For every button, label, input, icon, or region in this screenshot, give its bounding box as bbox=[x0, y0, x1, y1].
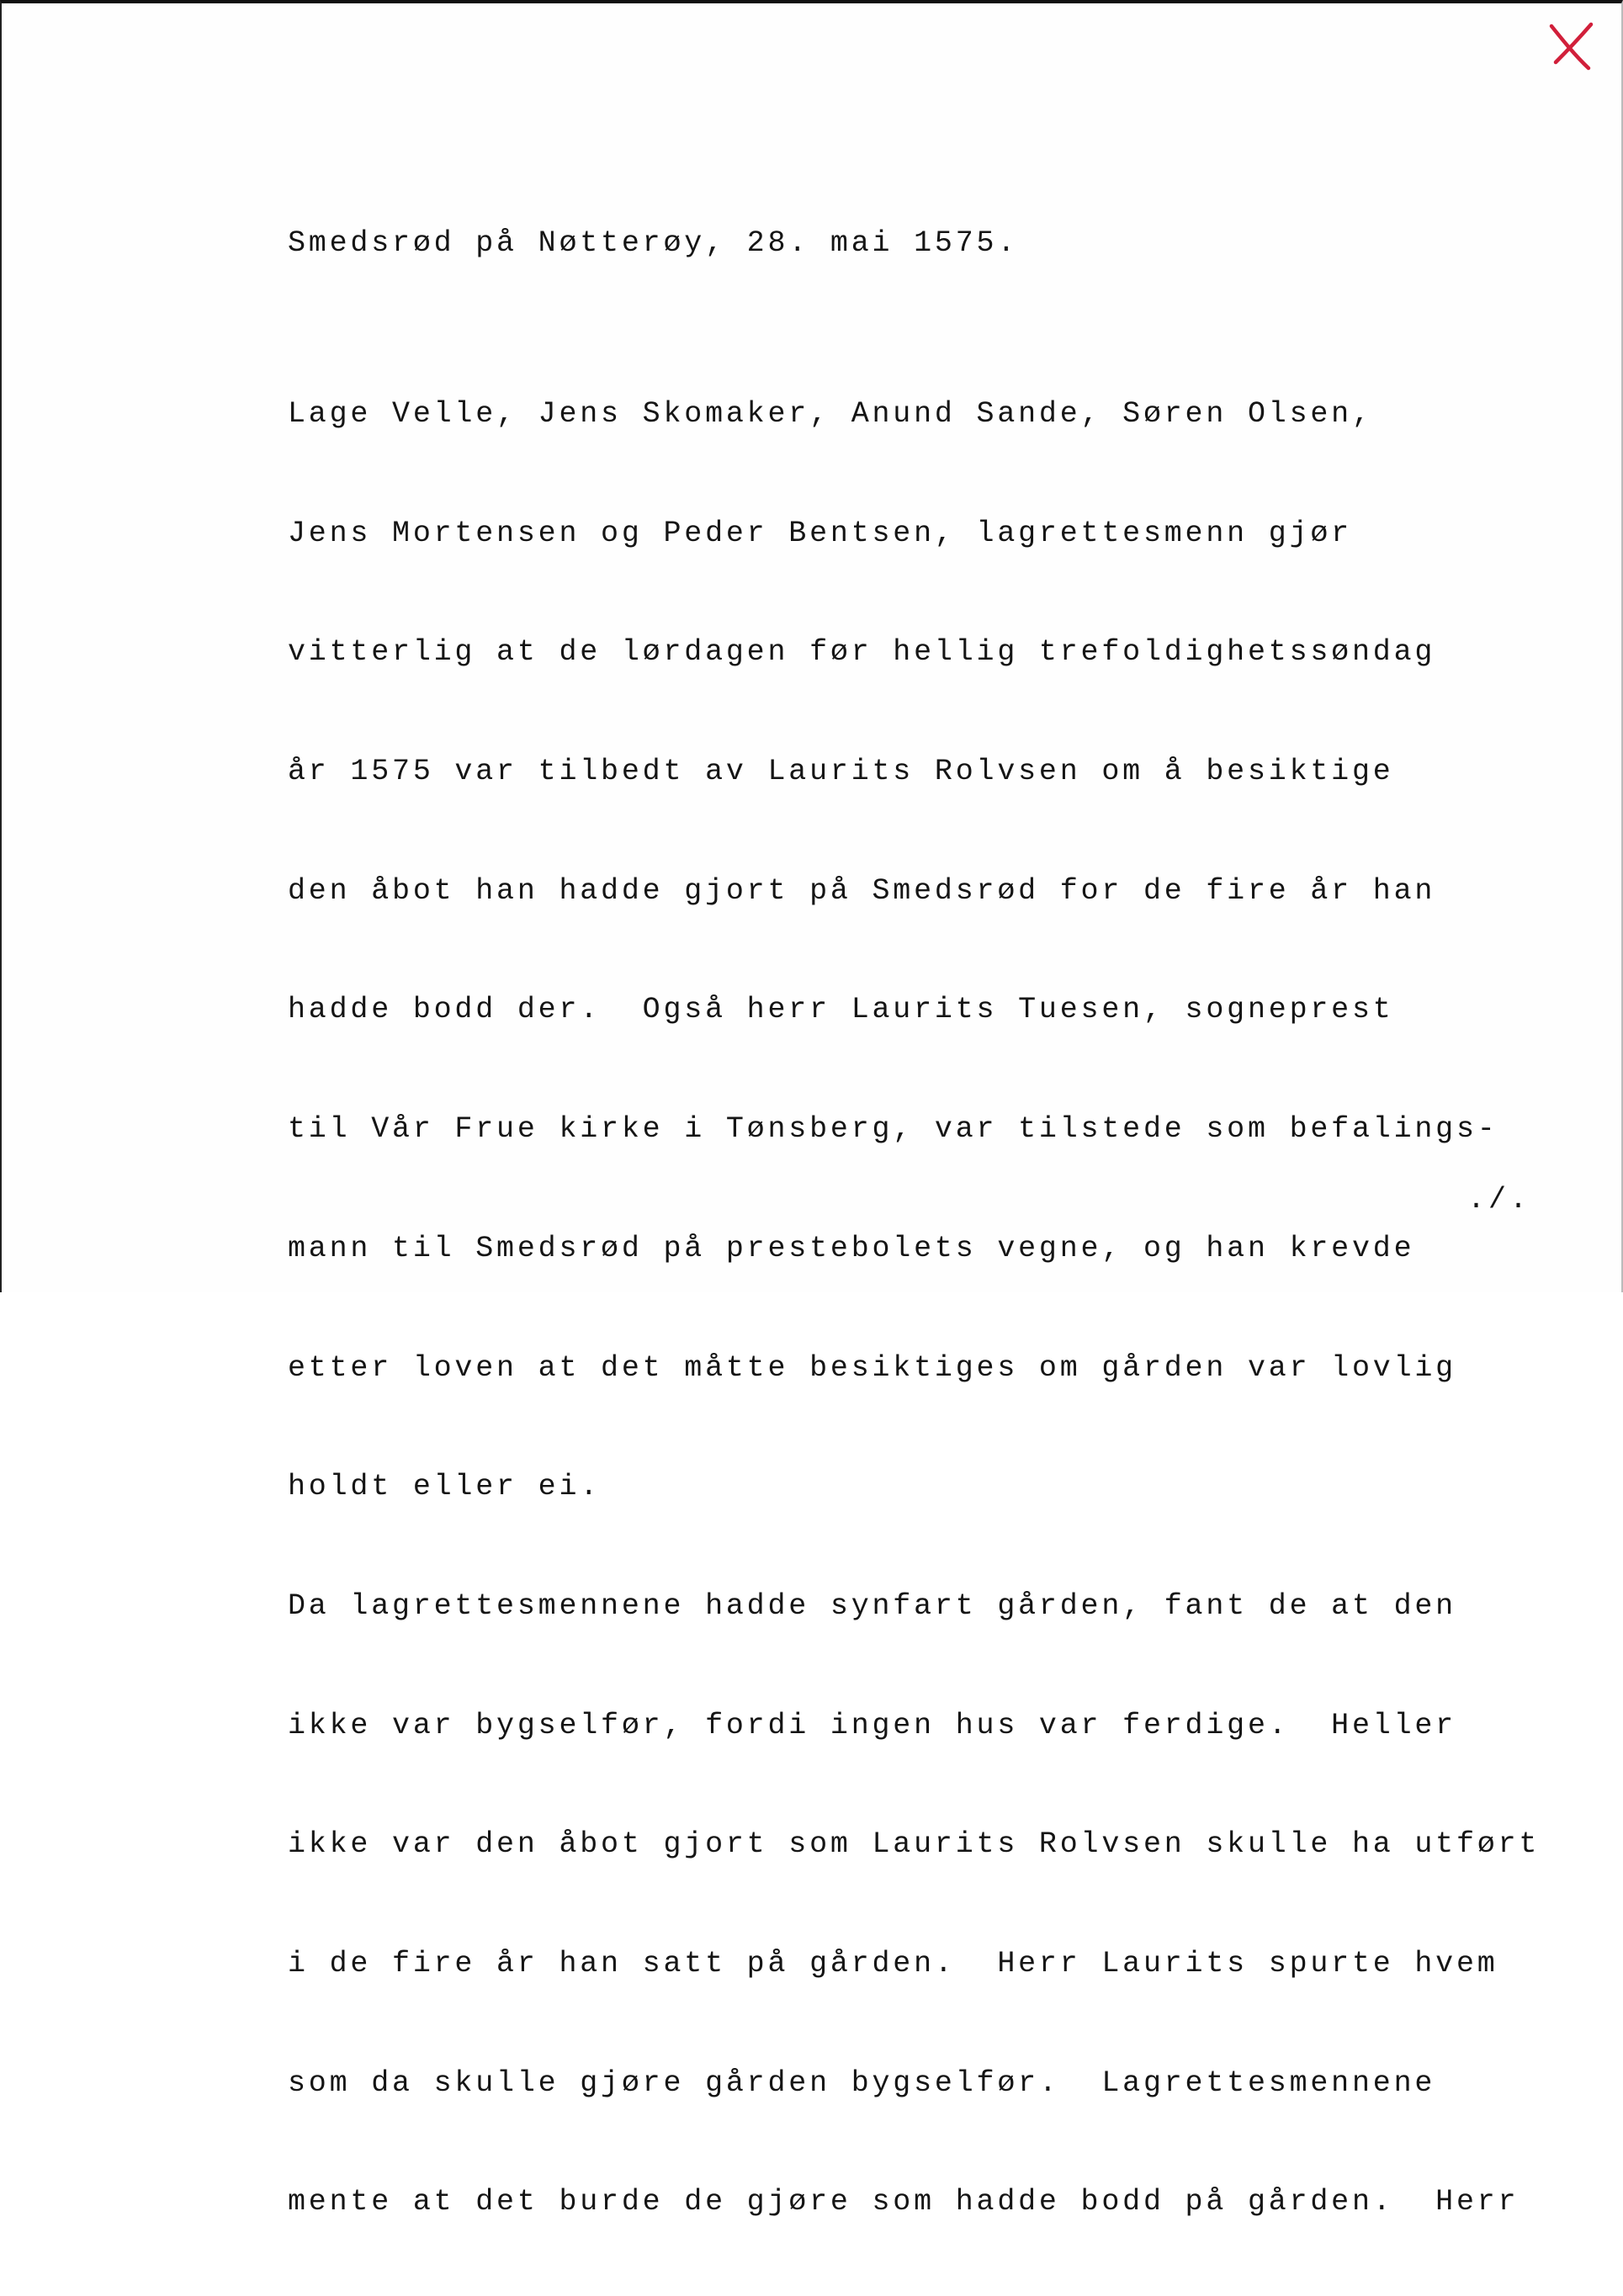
body-line: Jens Mortensen og Peder Bentsen, lagrettesmenn gjør bbox=[288, 516, 1352, 550]
body-line: etter loven at det måtte besiktiges om gården var lovlig bbox=[288, 1350, 1456, 1385]
body-line: holdt eller ei. bbox=[288, 1470, 602, 1504]
body-line: år 1575 var tilbedt av Laurits Rolvsen om å besiktige bbox=[288, 755, 1394, 789]
document-heading: Smedsrød på Nøtterøy, 28. mai 1575. bbox=[288, 226, 1019, 260]
body-line: Lage Velle, Jens Skomaker, Anund Sande, Søren Olsen, bbox=[288, 397, 1373, 431]
body-line: mann til Smedsrød på prestebolets vegne, og han krevde bbox=[288, 1231, 1415, 1265]
body-line: vitterlig at de lørdagen før hellig trefoldighetssøndag bbox=[288, 635, 1436, 670]
body-line: ikke var den åbot gjort som Laurits Rolvsen skulle ha utført bbox=[288, 1827, 1541, 1862]
body-line: mente at det burde de gjøre som hadde bodd på gården. Herr bbox=[288, 2185, 1520, 2219]
body-line: den åbot han hadde gjort på Smedsrød for de fire år han bbox=[288, 873, 1436, 908]
document-body bbox=[288, 321, 1540, 2296]
handwritten-x-icon bbox=[1546, 22, 1597, 72]
continuation-mark: ./. bbox=[1467, 1183, 1531, 1217]
body-line: hadde bodd der. Også herr Laurits Tuesen, sogneprest bbox=[288, 993, 1394, 1027]
body-line: til Vår Frue kirke i Tønsberg, var tilstede som befalings- bbox=[288, 1112, 1498, 1147]
body-line: som da skulle gjøre gården bygselfør. Lagrettesmennene bbox=[288, 2065, 1436, 2100]
body-line: ikke var bygselfør, fordi ingen hus var ferdige. Heller bbox=[288, 1708, 1456, 1742]
body-line: i de fire år han satt på gården. Herr Laurits spurte hvem bbox=[288, 1946, 1498, 1980]
body-line: Da lagrettesmennene hadde synfart gården, fant de at den bbox=[288, 1588, 1456, 1623]
